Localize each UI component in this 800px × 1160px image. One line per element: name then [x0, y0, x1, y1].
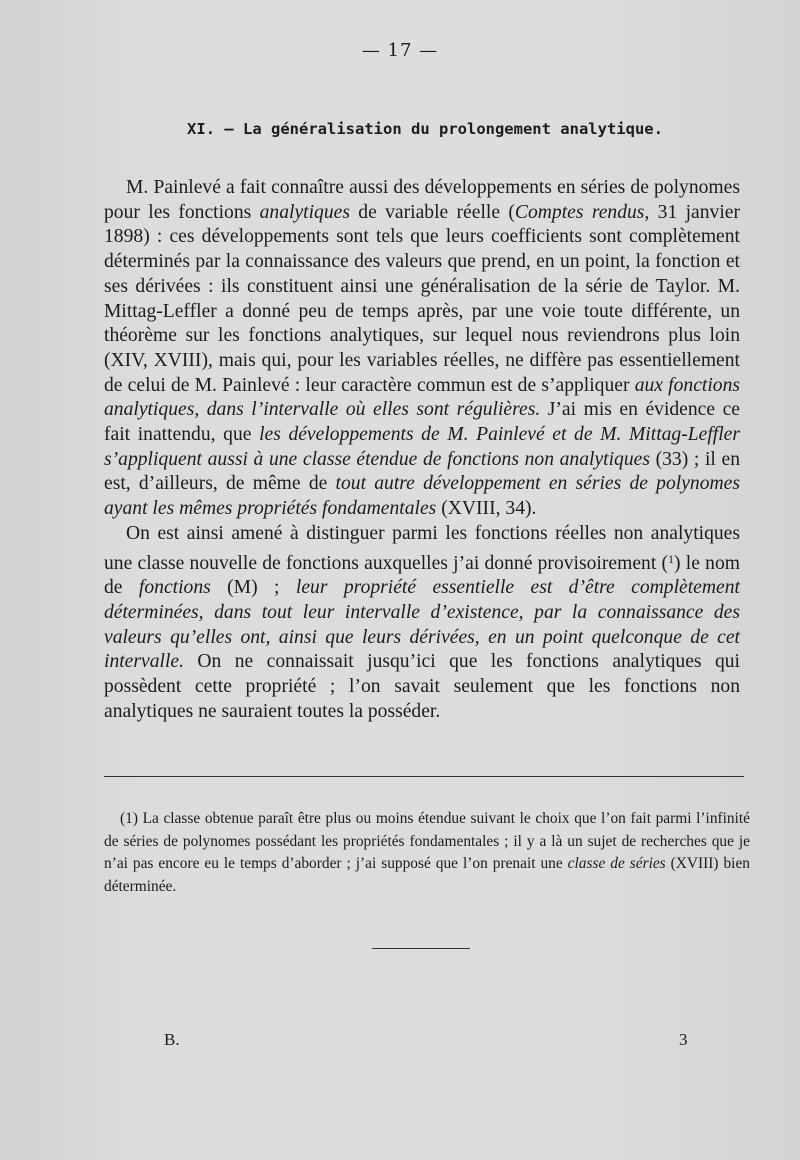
signature-mark-left: B.	[164, 1030, 180, 1049]
italic-run: tout autre développement en séries de polynomes ayant les mêmes propriétés fondamentales	[104, 473, 740, 520]
text-run: J’ai mis en évidence ce fait inattendu, que	[104, 399, 740, 446]
text-run: 31 janvier 1898) : ces développements sont tels que leurs coefficients sont complètement déterminés par la connaissance des valeurs que prend, en un point, la fonction et ses dérivées : ils constituent ainsi une généralisation de la série de Taylor. M. Mittag-Leffler a donné peu de temps après, par une voie toute différente, un théorème sur les fonctions analytiques, sur lequel nous reviendrons plus loin (XIV, XVIII), mais qui, pour les variables réelles, ne diffère pas essentiellement de celui de M. Painlevé : leur caractère commun est de s’appliquer	[104, 201, 740, 396]
paragraph-2	[104, 522, 740, 725]
italic-run: aux fonctions analytiques, dans l’intervalle où elles sont régulières.	[104, 374, 741, 421]
italic-run: Comptes rendus,	[514, 201, 650, 223]
footnote-paragraph	[104, 808, 750, 898]
text-run: (XVIII, 34).	[436, 498, 537, 520]
italic-run: fonctions	[138, 577, 211, 599]
footnote-marker: (1)	[120, 810, 138, 827]
text-run: de variable réelle (	[349, 201, 515, 223]
text-run: (XVIII) bien déterminée.	[104, 855, 750, 895]
text-run: On est ainsi amené à distinguer parmi les fonctions réelles non analytiques une classe nouvelle de fonctions auxquelles j’ai donné provisoirement (	[104, 522, 740, 574]
short-rule	[372, 948, 470, 949]
footnote-reference[interactable]: 1	[668, 551, 675, 566]
body-text	[104, 176, 740, 724]
italic-run: classe de séries	[567, 855, 666, 872]
text-run: (33) ; il en est, d’ailleurs, de même de	[104, 448, 740, 495]
italic-run: analytiques	[259, 201, 350, 223]
signature-mark-right: 3	[679, 1030, 688, 1049]
page-number: — 17 —	[361, 40, 439, 61]
text-run: (M) ;	[210, 577, 296, 599]
paragraph-1	[104, 176, 740, 522]
text-run: On ne connaissait jusqu’ici que les fonctions analytiques qui possèdent cette propriété ; l’on savait seulement que les fonctions non analytiques ne sauraient toutes la posséder.	[104, 651, 740, 722]
footnote-separator-rule	[104, 776, 744, 777]
text-run: M. Painlevé a fait connaître aussi des développements en séries de polynomes pour les fonctions	[104, 177, 740, 223]
footnote	[104, 808, 750, 898]
section-title: XI. — La généralisation du prolongement analytique.	[187, 120, 663, 138]
italic-run: leur propriété essentielle est d’être complètement déterminées, dans tout leur intervalle d’existence, par la connaissance des valeurs qu’elles ont, ainsi que leurs dérivées, en un point quelconque de cet intervalle.	[104, 577, 740, 673]
text-run: La classe obtenue paraît être plus ou moins étendue suivant le choix que l’on fait parmi l’infinité de séries de polynomes possédant les propriétés fondamentales ; il y a là un sujet de recherches que je n’ai pas encore eu le temps d’aborder ; j’ai supposé que l’on prenait une	[104, 810, 750, 872]
text-run: ) le nom de	[104, 552, 741, 599]
italic-run: les développements de M. Painlevé et de M. Mittag-Leffler s’appliquent aussi à une classe étendue de fonctions non analytiques	[104, 424, 740, 470]
